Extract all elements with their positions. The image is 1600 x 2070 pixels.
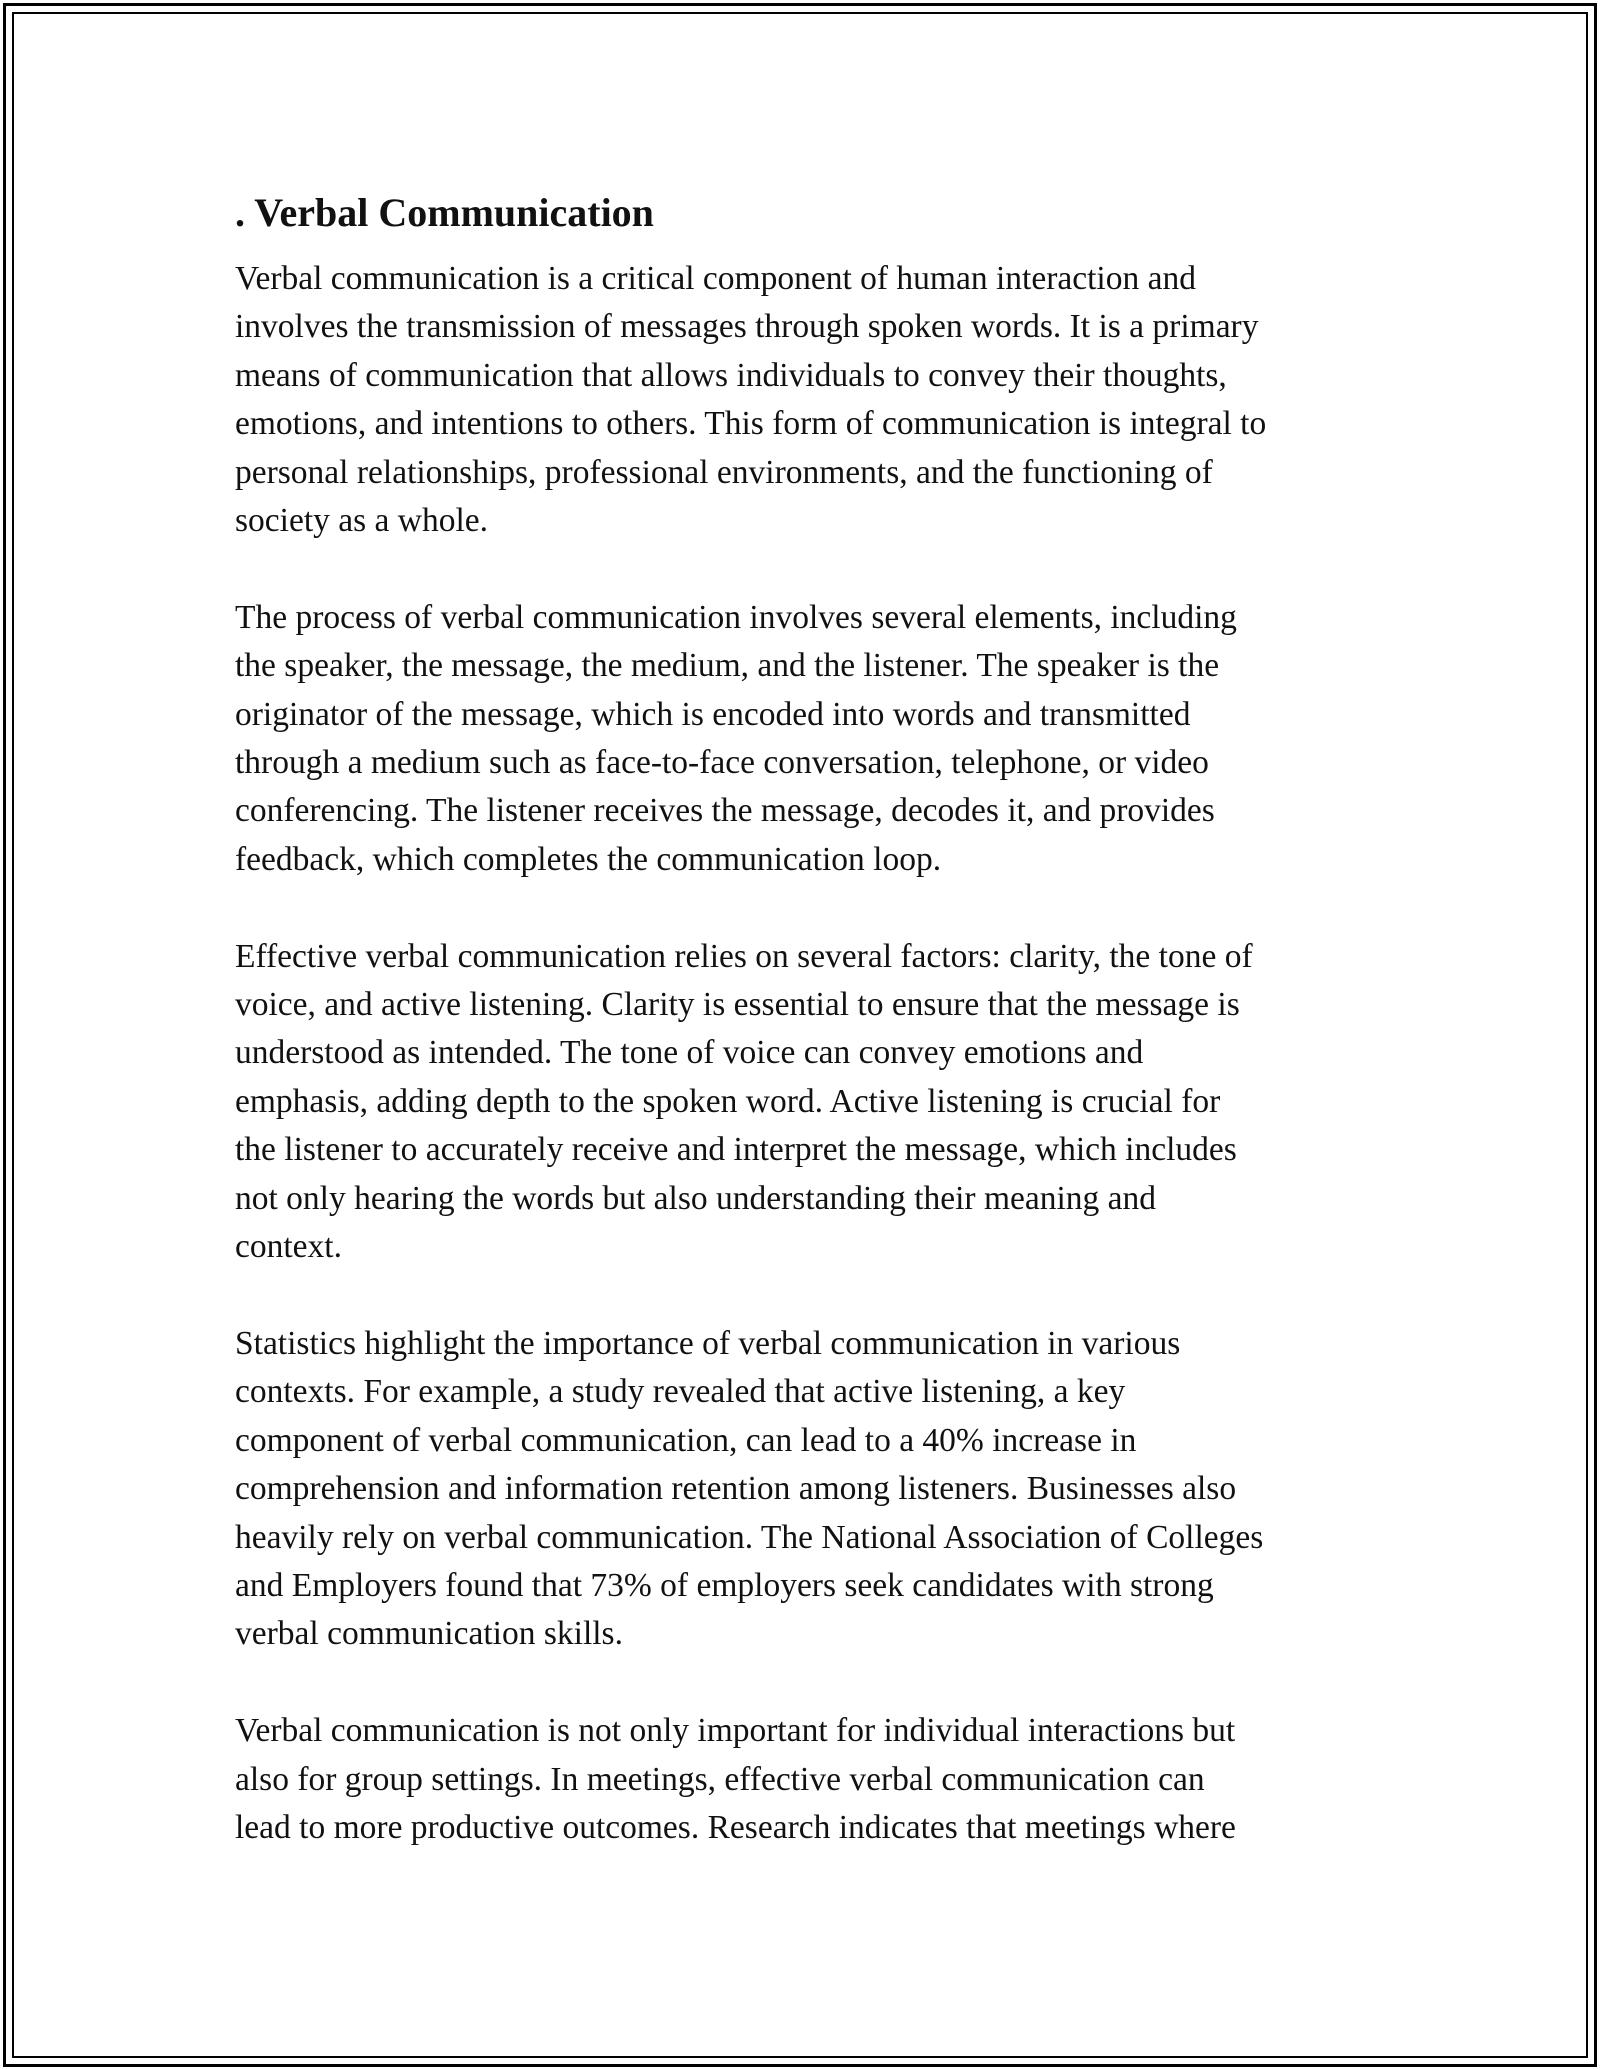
paragraph-line: heavily rely on verbal communication. The National Association of Colleges	[235, 1518, 1264, 1556]
paragraph-line: society as a whole.	[235, 502, 489, 540]
paragraph-line: personal relationships, professional environments, and the functioning of	[235, 453, 1213, 491]
paragraph-line: through a medium such as face-to-face conversation, telephone, or video	[235, 744, 1209, 782]
paragraph-line: emphasis, adding depth to the spoken word. Active listening is crucial for	[235, 1082, 1221, 1120]
paragraph-line: context.	[235, 1228, 342, 1266]
paragraph-line: also for group settings. In meetings, effective verbal communication can	[235, 1760, 1205, 1798]
paragraph-line: and Employers found that 73% of employers seek candidates with strong	[235, 1566, 1214, 1604]
paragraph	[235, 933, 1375, 1272]
paragraph-line: comprehension and information retention among listeners. Businesses also	[235, 1470, 1237, 1508]
paragraph	[235, 1707, 1375, 1852]
paragraph-list	[235, 255, 1375, 1852]
paragraph	[235, 255, 1375, 545]
paragraph-line: voice, and active listening. Clarity is essential to ensure that the message is	[235, 986, 1240, 1024]
paragraph-line: Statistics highlight the importance of verbal communication in various	[235, 1324, 1181, 1362]
paragraph-line: Verbal communication is not only important for individual interactions but	[235, 1712, 1236, 1750]
paragraph-line: contexts. For example, a study revealed that active listening, a key	[235, 1373, 1126, 1411]
paragraph-line: emotions, and intentions to others. This form of communication is integral to	[235, 405, 1267, 443]
paragraph-line: Verbal communication is a critical component of human interaction and	[235, 260, 1196, 297]
document-body	[235, 183, 1375, 1901]
paragraph-line: Effective verbal communication relies on several factors: clarity, the tone of	[235, 937, 1253, 975]
paragraph-line: feedback, which completes the communication loop.	[235, 840, 942, 878]
paragraph	[235, 1320, 1375, 1659]
paragraph-line: not only hearing the words but also understanding their meaning and	[235, 1179, 1157, 1217]
paragraph-line: the listener to accurately receive and interpret the message, which includes	[235, 1131, 1237, 1169]
paragraph-line: component of verbal communication, can lead to a 40% increase in	[235, 1421, 1137, 1459]
paragraph-line: The process of verbal communication involves several elements, including	[235, 598, 1237, 636]
paragraph-line: understood as intended. The tone of voice can convey emotions and	[235, 1034, 1144, 1072]
paragraph-line: conferencing. The listener receives the message, decodes it, and provides	[235, 792, 1215, 830]
paragraph-line: the speaker, the message, the medium, and the listener. The speaker is the	[235, 647, 1220, 685]
paragraph-line: originator of the message, which is encoded into words and transmitted	[235, 695, 1191, 733]
paragraph-line: means of communication that allows individuals to convey their thoughts,	[235, 356, 1227, 394]
section-heading: . Verbal Communication	[235, 190, 654, 235]
paragraph	[235, 594, 1375, 884]
paragraph-line: involves the transmission of messages through spoken words. It is a primary	[235, 308, 1259, 346]
paragraph-line: lead to more productive outcomes. Research indicates that meetings where	[235, 1808, 1236, 1846]
paragraph-line: verbal communication skills.	[235, 1615, 623, 1653]
